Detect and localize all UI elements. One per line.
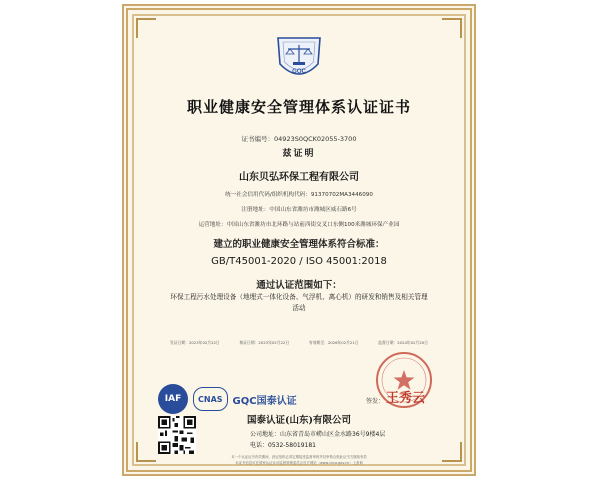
validity-note: 本一个认证证书有效期间，获证组织必须定期接受监督审核并经审核合格此证书方继续有效: [231, 455, 367, 459]
corner-ornament: [136, 18, 156, 38]
iaf-logo: IAF: [158, 384, 188, 414]
renewal-date: 换证日期：2023年02月22日: [239, 340, 290, 345]
accreditation-logos: [158, 384, 297, 414]
operating-address: 运营地址：中国山东省潍坊市北环路与站前西街交叉口东侧100米潍城环保产业园: [198, 222, 400, 228]
corner-ornament: [442, 18, 462, 38]
standard-heading: 建立的职业健康安全管理体系符合标准：: [213, 239, 385, 250]
scope-heading: 通过认证范围如下：: [256, 280, 342, 291]
corner-ornament: [136, 442, 156, 462]
registered-address: 注册地址：中国山东省潍坊市潍城区威石路6号: [241, 207, 357, 213]
verification-note: 本证书信息可在国家认证认可监督管理委员会官方网站（www.cnca.gov.cn）上查询: [235, 461, 363, 465]
standard-code: GB/T45001-2020 / ISO 45001:2018: [211, 256, 387, 267]
signature: 王秀云: [386, 391, 426, 406]
certificate-number: 证书编号：04923S0QCK02055-3700: [241, 135, 357, 143]
issue-date: 发证日期：2023年02月22日: [170, 340, 220, 345]
company-name: 山东贝弘环保工程有限公司: [239, 172, 359, 183]
emblem-label: GQC: [292, 69, 306, 75]
date-row: [170, 340, 428, 346]
issuer-name: 国泰认证(山东)有限公司: [247, 415, 351, 426]
issuer-address: 公司地址：山东省青岛市崂山区金水路36号9楼4层: [250, 431, 386, 438]
gqc-emblem-icon: [274, 32, 324, 86]
gqc-logo: GQC国泰认证: [232, 395, 297, 407]
signature-label: 签发：: [366, 398, 385, 405]
scope-text: 环保工程污水处理设备（地埋式一体化设备、气浮机、离心机）的研发和销售及相关管理活动: [170, 293, 428, 312]
issuer-phone: 电话：0532-58019181: [250, 442, 316, 449]
hereby-certify: 兹证明: [282, 149, 316, 159]
expiry-date: 有效期至：2026年02月21日: [308, 340, 359, 345]
certificate: [122, 4, 476, 476]
certificate-title: 职业健康安全管理体系认证证书: [186, 98, 411, 116]
corner-ornament: [442, 442, 462, 462]
surveillance-date: 监督日期：2024年02月20日: [378, 340, 428, 345]
cnas-logo: CNAS: [193, 387, 228, 411]
credit-code: 统一社会信用代码/组织机构代码：91370702MA3446090: [225, 192, 373, 198]
